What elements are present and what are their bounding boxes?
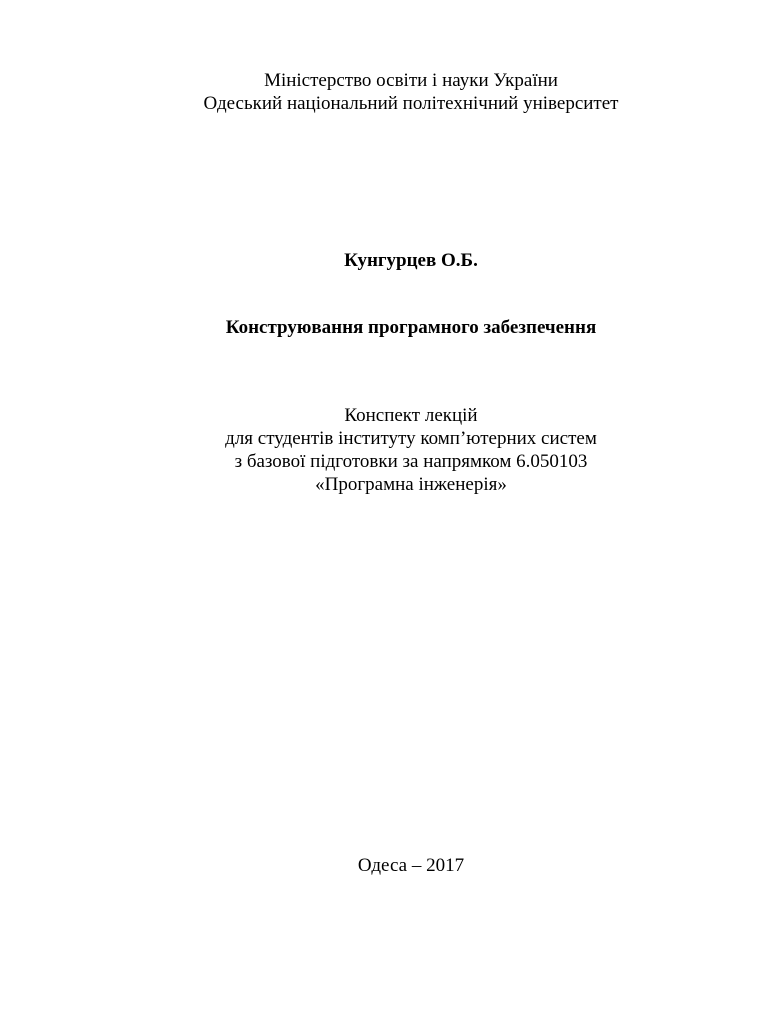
description-line-3: з базової підготовки за напрямком 6.050103 — [234, 451, 588, 472]
place-and-year — [0, 854, 768, 877]
description-line-4: «Програмна інженерія» — [315, 474, 507, 495]
institution-header — [0, 69, 768, 115]
description-line-2: для студентів інституту комп’ютерних систем — [225, 428, 597, 449]
author-name: Кунгурцев О.Б. — [344, 250, 478, 271]
document-title-block — [0, 316, 768, 339]
author-line — [0, 249, 768, 272]
document-description — [0, 404, 768, 496]
university-name: Одеський національний політехнічний університет — [203, 93, 619, 114]
description-line-1: Конспект лекцій — [344, 405, 478, 426]
city-year: Одеса – 2017 — [357, 855, 465, 876]
document-title: Конструювання програмного забезпечення — [225, 317, 597, 338]
ministry-name: Міністерство освіти і науки України — [264, 70, 558, 91]
